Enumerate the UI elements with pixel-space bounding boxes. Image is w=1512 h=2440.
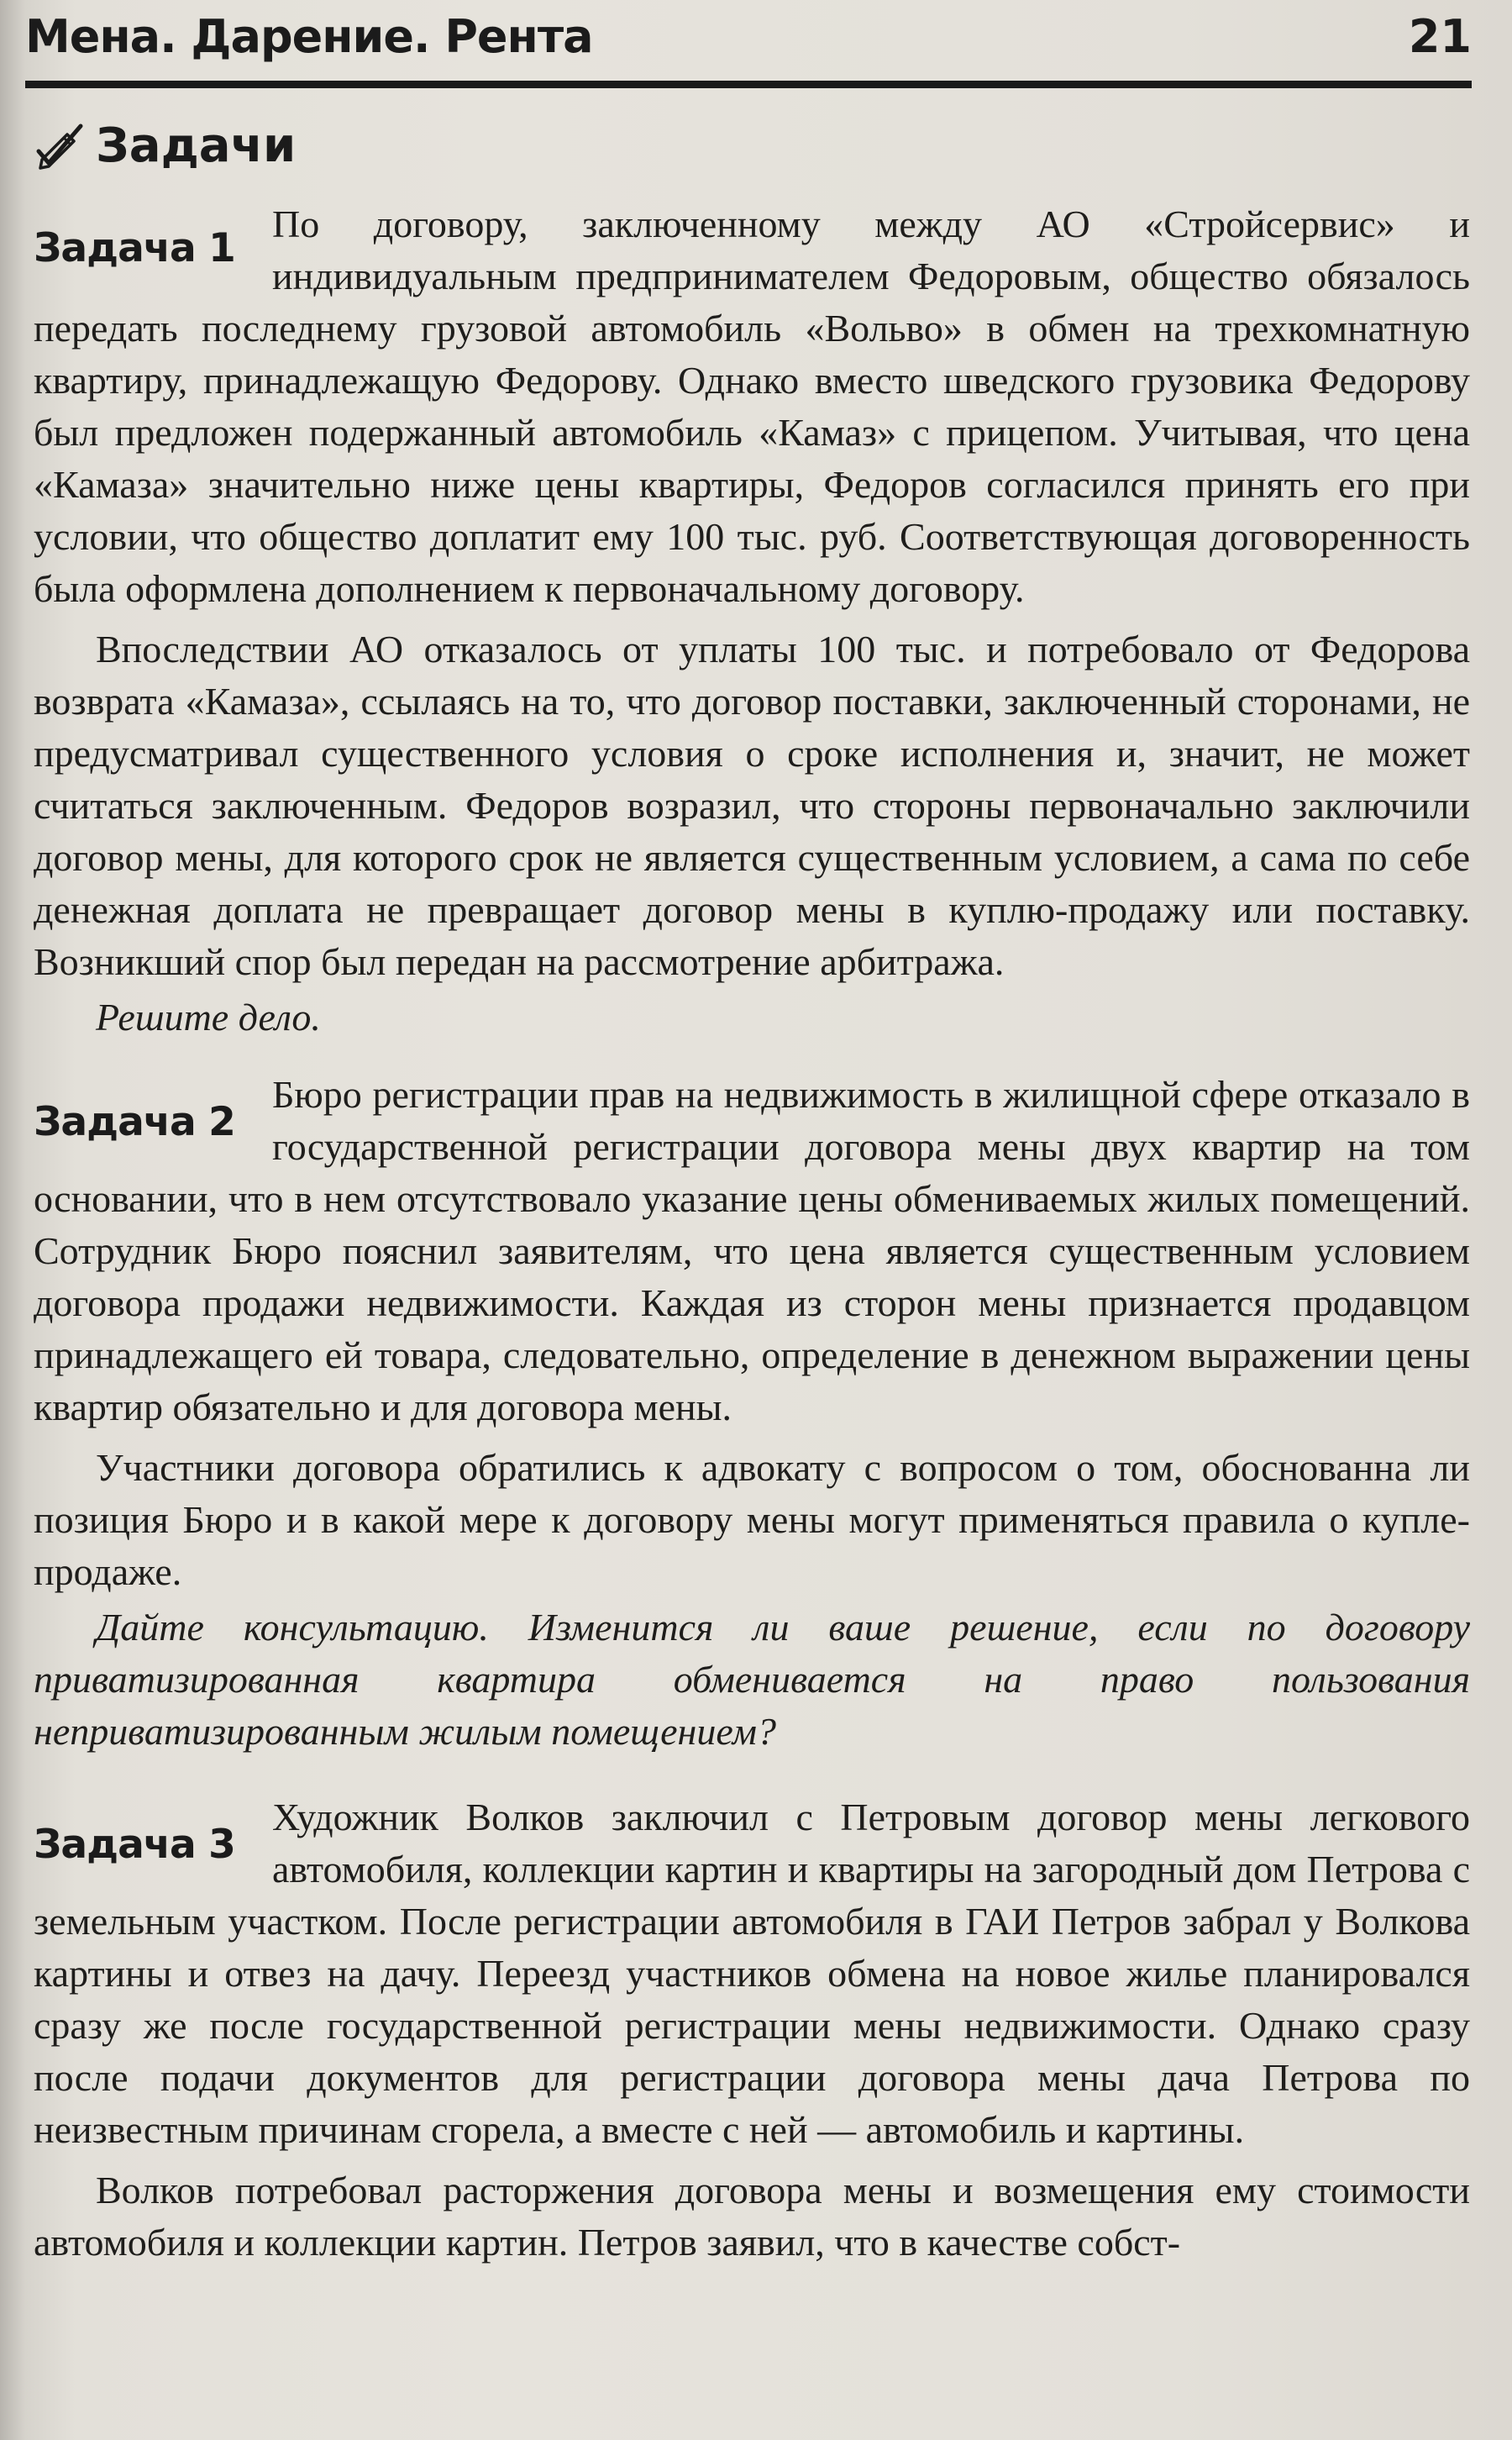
task-paragraph: Впоследствии АО отказалось от уплаты 100 тыс. и потребовало от Федорова возврата «Камаза», ссылаясь на то, что договор поставки, заключенный сторонами, не предусматривал существенного условия о сроке исполнения и, значит, не может считаться заключенным. Федоров возразил, что стороны первоначально заключили договор мены, для которого срок не является существенным условием, а сама по себе денежная доплата не превращает договор мены в куплю-продажу или поставку. Возникший спор был передан на рассмотрение арбитража. <box>34 628 1470 983</box>
task-3 <box>34 1791 1470 2269</box>
task-2 <box>34 1069 1470 1758</box>
task-label: Задача 2 <box>34 1099 235 1145</box>
task-label: Задача 3 <box>34 1822 235 1868</box>
task-paragraph: По договору, заключенному между АО «Стройсервис» и индивидуальным предпринимателем Федоровым, общество обязалось передать последнему грузовой автомобиль «Вольво» в обмен на трехкомнатную квартиру, принадлежащую Федорову. Однако вместо шведского грузовика Федорову был предложен подержанный автомобиль «Камаз» с прицепом. Учитывая, что цена «Камаза» значительно ниже цены квартиры, Федоров согласился принять его при условии, что общество доплатит ему 100 тыс. руб. Соответствующая договоренность была оформлена дополнением к первоначальному договору. <box>34 202 1470 610</box>
task-question: Решите дело. <box>96 996 321 1039</box>
task-paragraph: Волков потребовал расторжения договора мены и возмещения ему стоимости автомобиля и коллекции картин. Петров заявил, что в качестве собст- <box>34 2169 1470 2264</box>
task-label: Задача 1 <box>34 225 235 271</box>
section-heading <box>34 116 296 175</box>
task-paragraph: Бюро регистрации прав на недвижимость в жилищной сфере отказало в государственной регистрации договора мены двух квартир на том основании, что в нем отсутствовало указание цены обмениваемых жилых помещений. Сотрудник Бюро пояснил заявителям, что цена является существенным условием договора продажи недвижимости. Каждая из сторон мены признается продавцом принадлежащего ей товара, следовательно, определение в денежном выражении цены квартир обязательно и для договора мены. <box>34 1073 1470 1428</box>
task-question: Дайте консультацию. Изменится ли ваше решение, если по договору приватизированная квартира обменивается на право пользования неприватизированным жилым помещением? <box>34 1606 1470 1753</box>
section-title: Задачи <box>96 118 297 173</box>
task-paragraph: Художник Волков заключил с Петровым договор мены легкового автомобиля, коллекции картин и квартиры на загородный дом Петрова с земельным участком. После регистрации автомобиля в ГАИ Петров забрал у Волкова картины и отвез на дачу. Переезд участников обмена на новое жилье планировался сразу же после государственной регистрации мены недвижимости. Однако сразу после подачи документов для регистрации договора мены дача Петрова по неизвестным причинам сгорела, а вместе с ней — автомобиль и картины. <box>34 1796 1470 2151</box>
page-number: 21 <box>1408 10 1472 63</box>
task-paragraph: Участники договора обратились к адвокату с вопросом о том, обоснованна ли позиция Бюро и в какой мере к договору мены могут применяться правила о купле-продаже. <box>34 1446 1470 1593</box>
task-1 <box>34 198 1470 1044</box>
pencil-check-icon <box>34 121 86 170</box>
header-title: Мена. Дарение. Рента <box>25 10 593 63</box>
tasks-content <box>34 198 1470 2269</box>
running-header <box>25 5 1472 88</box>
